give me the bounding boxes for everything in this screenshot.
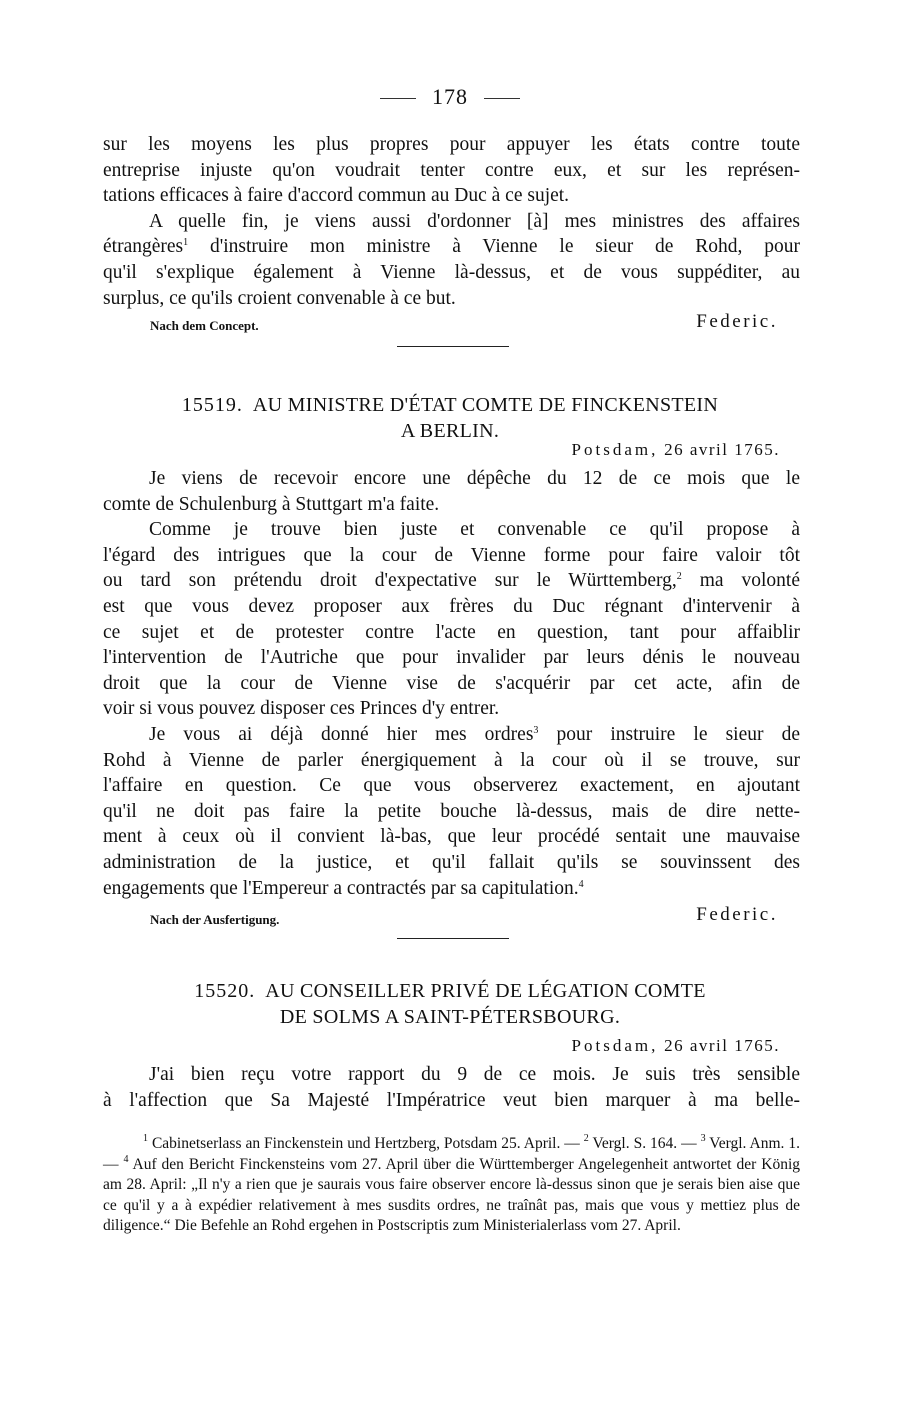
letter-heading bbox=[100, 978, 800, 1030]
source-note: Nach der Ausfertigung. bbox=[150, 912, 280, 927]
text-line: sur les moyens les plus propres pour appuyer les états contre toute bbox=[103, 134, 800, 155]
text-line: à l'affection que Sa Majesté l'Impératrice veut bien marquer à ma belle- bbox=[103, 1089, 800, 1111]
letter-title-line1: AU MINISTRE D'ÉTAT COMTE DE FINCKENSTEIN bbox=[252, 394, 719, 416]
text-line: Je vous ai déjà donné hier mes ordres$^3$ pour instruire le sieur de bbox=[149, 723, 800, 745]
text-line: Rohd à Vienne de parler énergiquement à la cour où il se trouve, sur bbox=[103, 749, 800, 771]
page-number-header bbox=[0, 84, 900, 110]
date: 26 avril 1765. bbox=[664, 440, 780, 459]
text-line: étrangères$^1$ d'instruire mon ministre à Vienne le sieur de Rohd, pour bbox=[103, 236, 800, 258]
text-line: J'ai bien reçu votre rapport du 9 de ce mois. Je suis très sensible bbox=[149, 1064, 800, 1085]
text-line: l'affaire en question. Ce que vous observerez exactement, en ajoutant bbox=[103, 775, 800, 797]
text-line: surplus, ce qu'ils croient convenable à ce but. bbox=[103, 287, 456, 309]
text-line: voir si vous pouvez disposer ces Princes d'y entrer. bbox=[103, 698, 500, 720]
dateline bbox=[572, 440, 780, 460]
footnote-ref: 2 bbox=[676, 571, 682, 583]
text-line: A quelle fin, je viens aussi d'ordonner [à] mes ministres des affaires bbox=[149, 210, 800, 232]
source-note: Nach dem Concept. bbox=[150, 318, 259, 333]
footnote-number: 3 bbox=[700, 1133, 706, 1144]
text-line: qu'il ne doit pas faire la petite bouche là-dessus, mais de dire nette- bbox=[103, 800, 800, 822]
date-place: Potsdam, bbox=[571, 1036, 659, 1055]
footnote-text: Vergl. S. 164. — bbox=[588, 1135, 701, 1152]
text-line: engagements que l'Empereur a contractés par sa capitulation.$^4$ bbox=[103, 877, 584, 899]
letter-number: 15520. bbox=[194, 980, 256, 1002]
footnote-ref: 4 bbox=[578, 878, 584, 890]
text-line: administration de la justice, et qu'il fallait qu'ils se souvinssent des bbox=[103, 851, 800, 873]
letter-title-line2: DE SOLMS A SAINT-PÉTERSBOURG. bbox=[279, 1006, 621, 1028]
signature: Federic. bbox=[696, 904, 778, 925]
text-line: Comme je trouve bien juste et convenable ce qu'il propose à bbox=[149, 519, 800, 541]
continuation-text bbox=[103, 132, 800, 311]
dateline bbox=[572, 1036, 780, 1056]
section-divider bbox=[397, 938, 509, 939]
signature: Federic. bbox=[696, 311, 778, 332]
header-dash-left bbox=[380, 98, 416, 99]
footnote-number: 1 bbox=[143, 1133, 148, 1144]
text-line: ment à ceux où il convient là-bas, que leur procédé sentait une mauvaise bbox=[103, 826, 800, 848]
footnote-text: Auf den Bericht Finckensteins vom 27. April über die Württemberger Angelegenheit antwortet der König am 28. April: „Il n'y a rien que je saurais vous faire observer encore là-dessus sinon que je serais bien aise que ce qu'il y a à expédier relativement à mes susdits ordres, ne traînât pas, mais que vous y mettiez plus de diligence.“ Die Befehle an Rohd ergehen in Postscriptis zum Ministerialerlass vom 27. April. bbox=[103, 1155, 800, 1234]
text-line: ou tard son prétendu droit d'expectative sur le Württemberg,$^2$ ma volonté bbox=[103, 570, 800, 592]
text-line: entreprise injuste qu'on voudrait tenter contre eux, et sur les représen- bbox=[103, 159, 800, 181]
footnote-ref: 3 bbox=[533, 724, 539, 736]
text-line: qu'il s'explique également à Vienne là-dessus, et de vous suppéditer, au bbox=[103, 261, 800, 283]
date: 26 avril 1765. bbox=[664, 1036, 780, 1055]
date-place: Potsdam, bbox=[571, 440, 659, 459]
section-divider bbox=[397, 346, 509, 347]
letter-heading bbox=[100, 392, 800, 444]
text-line: l'égard des intrigues que la cour de Vienne forme pour faire valoir tôt bbox=[103, 544, 800, 566]
footnotes bbox=[103, 1134, 800, 1237]
text-line: est que vous devez proposer aux frères du Duc régnant d'intervenir à bbox=[103, 595, 800, 617]
page-number: 178 bbox=[432, 84, 468, 109]
text-line: Je viens de recevoir encore une dépêche du 12 de ce mois que le bbox=[149, 468, 800, 489]
footnote-ref: 1 bbox=[183, 237, 189, 249]
text-line: l'intervention de l'Autriche que pour invalider par leurs dénis le nouveau bbox=[103, 647, 800, 669]
footnote-text: Vergl. Anm. 1. — bbox=[103, 1135, 800, 1173]
letter-body bbox=[103, 1062, 800, 1113]
text-line: comte de Schulenburg à Stuttgart m'a faite. bbox=[103, 493, 440, 515]
footnote-paragraph bbox=[103, 1134, 800, 1237]
text-line: droit que la cour de Vienne vise de s'acquérir par cet acte, afin de bbox=[103, 672, 800, 694]
footnote-text: Cabinetserlass an Finckenstein und Hertzberg, Potsdam 25. April. — bbox=[148, 1135, 584, 1152]
text-line: tations efficaces à faire d'accord commun au Duc à ce sujet. bbox=[103, 185, 570, 207]
letter-title-line2: A BERLIN. bbox=[400, 420, 500, 442]
letter-number: 15519. bbox=[181, 394, 243, 416]
letter-body bbox=[103, 466, 800, 901]
text-line: ce sujet et de protester contre l'acte en question, tant pour affaiblir bbox=[103, 621, 800, 643]
letter-title-line1: AU CONSEILLER PRIVÉ DE LÉGATION COMTE bbox=[265, 980, 706, 1002]
footnote-number: 2 bbox=[583, 1133, 589, 1144]
footnote-number: 4 bbox=[123, 1153, 129, 1165]
header-dash-right bbox=[484, 98, 520, 99]
